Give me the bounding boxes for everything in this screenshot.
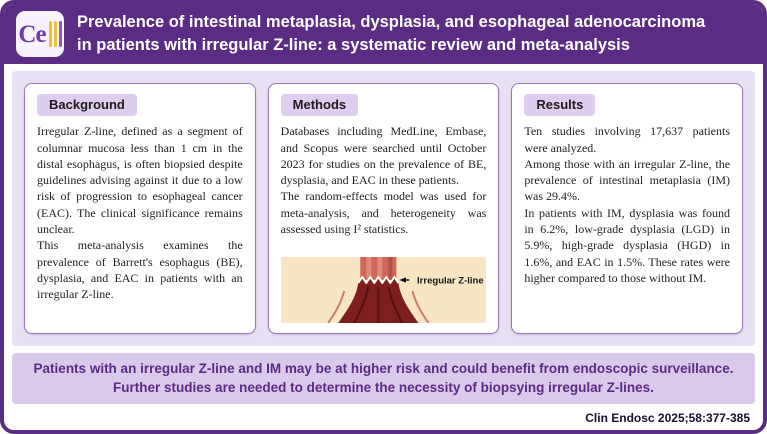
- conclusion-line-2: Further studies are needed to determine the necessity of biopsying irregular Z-lines.: [113, 380, 654, 396]
- results-card: [511, 83, 743, 334]
- journal-logo-bars-icon: [49, 21, 62, 47]
- methods-card: [268, 83, 500, 334]
- header: [4, 4, 763, 64]
- journal-citation: Clin Endosc 2025;58:377-385: [585, 411, 750, 425]
- title-line-1: Prevalence of intestinal metaplasia, dysplasia, and esophageal adenocarcinoma: [77, 13, 706, 31]
- background-card: [24, 83, 256, 334]
- cards-panel: [12, 71, 755, 346]
- journal-logo: [16, 11, 64, 57]
- journal-logo-text: Ce: [18, 20, 46, 48]
- conclusion-banner: [12, 353, 755, 404]
- results-card-label: Results: [524, 94, 595, 116]
- background-paragraph-2: This meta-analysis examines the prevalence of Barrett's esophagus (BE), dysplasia, and EAC in patients with an irregular Z-line.: [37, 238, 243, 302]
- results-paragraph-2: Among those with an irregular Z-line, the prevalence of intestinal metaplasia (IM) was 29.4%.: [524, 156, 731, 204]
- methods-paragraph-2: The random-effects model was used for meta-analysis, and heterogeneity was assessed using I² statistics.: [280, 189, 487, 237]
- conclusion-line-1: Patients with an irregular Z-line and IM may be at higher risk and could benefit from endoscopic surveillance.: [33, 360, 734, 376]
- esophagus-illustration: [281, 257, 487, 323]
- results-paragraph-1: Ten studies involving 17,637 patients were analyzed.: [524, 124, 731, 155]
- page-title: [77, 11, 705, 57]
- results-paragraph-3: In patients with IM, dysplasia was found in 6.2%, low-grade dysplasia (LGD) in 5.9%, high-grade dysplasia (HGD) in 1.6%, and EAC in 1.5%. These rates were higher compared to those without IM.: [524, 205, 731, 285]
- title-line-2: in patients with irregular Z-line: a systematic review and meta-analysis: [77, 36, 630, 55]
- background-card-label: Background: [37, 94, 137, 116]
- background-paragraph-1: Irregular Z-line, defined as a segment of columnar mucosa less than 1 cm in the distal esophagus, is often biopsied despite guidelines advising against it due to a low risk of progression to esophageal cancer (EAC). The clinical significance remains unclear.: [37, 124, 243, 237]
- methods-paragraph-1: Databases including MedLine, Embase, and Scopus were searched until October 2023 for studies on the prevalence of BE, dysplasia, and EAC in these patients.: [280, 124, 487, 188]
- esophagus-diagram: [281, 257, 487, 323]
- methods-card-label: Methods: [281, 94, 358, 116]
- illustration-label: Irregular Z-line: [416, 275, 484, 287]
- footer: [4, 411, 763, 430]
